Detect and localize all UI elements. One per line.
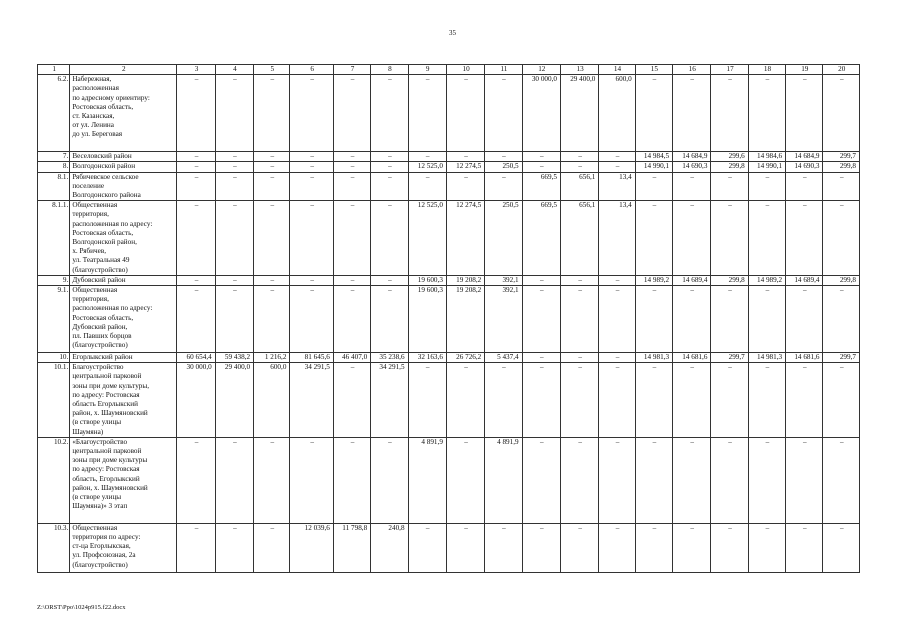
value-cell: – [786, 363, 823, 438]
value-cell: – [371, 75, 408, 152]
value-cell: 299,7 [711, 353, 748, 363]
row-name-cell: Общественная территория, расположенная по адресу: Ростовская область, Дубовский район, пл. Павших борцов (благоустройство) [70, 286, 177, 353]
value-cell: – [371, 162, 408, 172]
value-cell: – [254, 162, 290, 172]
column-number-cell: 15 [635, 65, 672, 75]
value-cell: 46 407,0 [333, 353, 370, 363]
value-cell: 14 989,2 [635, 275, 672, 285]
value-cell: – [673, 75, 711, 152]
value-cell: – [599, 523, 635, 572]
value-cell: – [560, 286, 598, 353]
table-row [38, 152, 860, 162]
value-cell: – [786, 286, 823, 353]
column-number-cell: 19 [786, 65, 823, 75]
value-cell: – [786, 437, 823, 523]
value-cell: – [599, 437, 635, 523]
value-cell: – [599, 286, 635, 353]
value-cell: – [522, 152, 560, 162]
value-cell: 29 400,0 [560, 75, 598, 152]
value-cell: – [711, 286, 748, 353]
value-cell: – [371, 152, 408, 162]
column-number-cell: 4 [215, 65, 253, 75]
row-number-cell: 9. [38, 275, 70, 285]
value-cell: 669,5 [522, 201, 560, 276]
table-row [38, 162, 860, 172]
value-cell: 14 690,3 [786, 162, 823, 172]
value-cell: 14 990,1 [748, 162, 785, 172]
value-cell: – [333, 152, 370, 162]
value-cell: – [290, 162, 333, 172]
value-cell: 12 525,0 [408, 201, 446, 276]
column-number-cell: 7 [333, 65, 370, 75]
column-number-cell: 12 [522, 65, 560, 75]
value-cell: 250,5 [485, 201, 522, 276]
row-name-cell: Общественная территория по адресу: ст-ца Егорлыкская, ул. Профсоюзная, 2а (благоустройство) [70, 523, 177, 572]
value-cell: – [748, 437, 785, 523]
value-cell: – [254, 172, 290, 201]
value-cell: – [290, 437, 333, 523]
value-cell: – [290, 172, 333, 201]
value-cell: – [177, 152, 215, 162]
value-cell: – [408, 172, 446, 201]
value-cell: – [635, 437, 672, 523]
row-number-cell: 8.1. [38, 172, 70, 201]
value-cell: – [560, 152, 598, 162]
value-cell: – [446, 437, 484, 523]
value-cell: – [371, 275, 408, 285]
table-row [38, 523, 860, 572]
value-cell: 299,8 [711, 162, 748, 172]
value-cell: – [333, 363, 370, 438]
value-cell: – [673, 286, 711, 353]
value-cell: 81 645,6 [290, 353, 333, 363]
value-cell: – [254, 437, 290, 523]
value-cell: 30 000,0 [177, 363, 215, 438]
value-cell: – [371, 201, 408, 276]
value-cell: – [786, 201, 823, 276]
column-number-row [38, 65, 860, 75]
column-number-cell: 14 [599, 65, 635, 75]
budget-table [37, 64, 860, 573]
row-number-cell: 6.2. [38, 75, 70, 152]
row-number-cell: 10.1. [38, 363, 70, 438]
value-cell: 1 216,2 [254, 353, 290, 363]
value-cell: – [485, 363, 522, 438]
value-cell: – [560, 275, 598, 285]
column-number-cell: 3 [177, 65, 215, 75]
column-number-cell: 8 [371, 65, 408, 75]
value-cell: 19 208,2 [446, 275, 484, 285]
table-row [38, 286, 860, 353]
value-cell: 14 984,6 [748, 152, 785, 162]
value-cell: 600,0 [254, 363, 290, 438]
value-cell: 299,7 [823, 152, 860, 162]
value-cell: – [290, 275, 333, 285]
table-row [38, 275, 860, 285]
value-cell: – [333, 172, 370, 201]
value-cell: – [485, 75, 522, 152]
value-cell: – [823, 201, 860, 276]
value-cell: 392,1 [485, 286, 522, 353]
value-cell: – [560, 353, 598, 363]
value-cell: 299,8 [823, 275, 860, 285]
value-cell: – [485, 152, 522, 162]
value-cell: – [215, 523, 253, 572]
value-cell: 35 238,6 [371, 353, 408, 363]
value-cell: – [215, 172, 253, 201]
column-number-cell: 10 [446, 65, 484, 75]
value-cell: 12 274,5 [446, 162, 484, 172]
value-cell: – [333, 75, 370, 152]
value-cell: – [599, 353, 635, 363]
column-number-cell: 18 [748, 65, 785, 75]
column-number-cell: 17 [711, 65, 748, 75]
column-number-cell: 20 [823, 65, 860, 75]
value-cell: – [786, 172, 823, 201]
value-cell: 299,8 [711, 275, 748, 285]
column-number-cell: 13 [560, 65, 598, 75]
value-cell: 32 163,6 [408, 353, 446, 363]
value-cell: – [673, 523, 711, 572]
column-number-cell: 2 [70, 65, 177, 75]
row-name-cell: Веселовский район [70, 152, 177, 162]
value-cell: – [371, 286, 408, 353]
value-cell: 14 984,5 [635, 152, 672, 162]
value-cell: 299,6 [711, 152, 748, 162]
value-cell: 30 000,0 [522, 75, 560, 152]
value-cell: 656,1 [560, 201, 598, 276]
value-cell: – [254, 75, 290, 152]
row-number-cell: 8. [38, 162, 70, 172]
value-cell: – [446, 523, 484, 572]
value-cell: 13,4 [599, 172, 635, 201]
value-cell: – [711, 437, 748, 523]
value-cell: 14 684,9 [786, 152, 823, 162]
value-cell: 19 208,2 [446, 286, 484, 353]
value-cell: 60 654,4 [177, 353, 215, 363]
value-cell: – [177, 275, 215, 285]
value-cell: 240,8 [371, 523, 408, 572]
value-cell: – [215, 286, 253, 353]
value-cell: 14 681,6 [786, 353, 823, 363]
value-cell: – [254, 523, 290, 572]
table-row [38, 437, 860, 523]
value-cell: – [254, 152, 290, 162]
value-cell: 250,5 [485, 162, 522, 172]
value-cell: – [333, 275, 370, 285]
value-cell: – [599, 275, 635, 285]
value-cell: 14 690,3 [673, 162, 711, 172]
value-cell: – [254, 286, 290, 353]
row-name-cell: Общественная территория, расположенная по адресу: Ростовская область, Волгодонской район, х. Рябичев, ул. Театральная 49 (благоустройство) [70, 201, 177, 276]
row-name-cell: Егорлыкский район [70, 353, 177, 363]
value-cell: – [215, 275, 253, 285]
column-number-cell: 16 [673, 65, 711, 75]
row-name-cell: Набережная, расположенная по адресному ориентиру: Ростовская область, ст. Казанская, от ул. Ленина до ул. Береговая [70, 75, 177, 152]
value-cell: – [599, 363, 635, 438]
value-cell: – [823, 523, 860, 572]
value-cell: – [522, 523, 560, 572]
value-cell: – [408, 363, 446, 438]
value-cell: – [333, 437, 370, 523]
value-cell: 392,1 [485, 275, 522, 285]
value-cell: – [635, 363, 672, 438]
row-number-cell: 10. [38, 353, 70, 363]
value-cell: 14 681,6 [673, 353, 711, 363]
value-cell: 14 689,4 [786, 275, 823, 285]
row-number-cell: 7. [38, 152, 70, 162]
value-cell: – [748, 201, 785, 276]
row-name-cell: Рябичевское сельское поселение Волгодонского района [70, 172, 177, 201]
value-cell: – [290, 286, 333, 353]
value-cell: 19 600,3 [408, 275, 446, 285]
value-cell: 19 600,3 [408, 286, 446, 353]
value-cell: 14 990,1 [635, 162, 672, 172]
value-cell: – [823, 286, 860, 353]
table-row [38, 172, 860, 201]
value-cell: – [215, 201, 253, 276]
value-cell: 656,1 [560, 172, 598, 201]
value-cell: – [485, 172, 522, 201]
value-cell: 34 291,5 [290, 363, 333, 438]
value-cell: 299,8 [823, 162, 860, 172]
value-cell: – [408, 523, 446, 572]
value-cell: – [254, 201, 290, 276]
value-cell: 5 437,4 [485, 353, 522, 363]
value-cell: – [177, 201, 215, 276]
value-cell: – [786, 75, 823, 152]
value-cell: – [446, 152, 484, 162]
value-cell: – [177, 437, 215, 523]
value-cell: – [215, 437, 253, 523]
value-cell: – [673, 201, 711, 276]
value-cell: – [290, 152, 333, 162]
value-cell: 12 274,5 [446, 201, 484, 276]
value-cell: – [823, 75, 860, 152]
value-cell: – [333, 201, 370, 276]
table-row [38, 201, 860, 276]
value-cell: – [748, 523, 785, 572]
value-cell: – [786, 523, 823, 572]
value-cell: – [177, 286, 215, 353]
value-cell: – [215, 152, 253, 162]
column-number-cell: 1 [38, 65, 70, 75]
value-cell: – [446, 363, 484, 438]
value-cell: – [673, 437, 711, 523]
value-cell: – [748, 75, 785, 152]
table-row [38, 363, 860, 438]
row-number-cell: 10.2. [38, 437, 70, 523]
row-number-cell: 8.1.1. [38, 201, 70, 276]
row-number-cell: 10.3. [38, 523, 70, 572]
value-cell: – [177, 75, 215, 152]
value-cell: – [635, 172, 672, 201]
value-cell: – [635, 75, 672, 152]
value-cell: – [711, 75, 748, 152]
value-cell: 12 039,6 [290, 523, 333, 572]
value-cell: – [560, 523, 598, 572]
value-cell: – [371, 437, 408, 523]
value-cell: 600,0 [599, 75, 635, 152]
row-name-cell: Волгодонской район [70, 162, 177, 172]
value-cell: – [560, 363, 598, 438]
value-cell: – [711, 172, 748, 201]
row-number-cell: 9.1. [38, 286, 70, 353]
value-cell: 34 291,5 [371, 363, 408, 438]
value-cell: – [215, 75, 253, 152]
table-row [38, 75, 860, 152]
value-cell: 12 525,0 [408, 162, 446, 172]
column-number-cell: 11 [485, 65, 522, 75]
file-path-footer: Z:\ORST\Ppo\1024p915.f22.docx [37, 604, 126, 611]
value-cell: – [290, 201, 333, 276]
value-cell: – [333, 286, 370, 353]
value-cell: – [522, 353, 560, 363]
value-cell: 14 981,3 [635, 353, 672, 363]
row-name-cell: Благоустройство центральной парковой зоны при доме культуры, по адресу: Ростовская область Егорлыкский район, х. Шаумяновский (в створе улицы Шаумяна) [70, 363, 177, 438]
value-cell: – [177, 523, 215, 572]
value-cell: – [290, 75, 333, 152]
value-cell: – [522, 363, 560, 438]
value-cell: – [673, 172, 711, 201]
column-number-cell: 5 [254, 65, 290, 75]
value-cell: – [560, 437, 598, 523]
value-cell: 4 891,9 [485, 437, 522, 523]
value-cell: – [522, 286, 560, 353]
row-name-cell: «Благоустройство центральной парковой зоны при доме культуры по адресу: Ростовская область, Егорлыкский район, х. Шаумяновский (в створе улицы Шаумяна)» 3 этап [70, 437, 177, 523]
value-cell: – [177, 172, 215, 201]
value-cell: – [673, 363, 711, 438]
value-cell: – [522, 275, 560, 285]
value-cell: – [408, 75, 446, 152]
value-cell: – [748, 172, 785, 201]
value-cell: – [333, 162, 370, 172]
value-cell: 669,5 [522, 172, 560, 201]
value-cell: 14 981,3 [748, 353, 785, 363]
value-cell: – [748, 363, 785, 438]
value-cell: – [635, 201, 672, 276]
value-cell: 14 989,2 [748, 275, 785, 285]
value-cell: 299,7 [823, 353, 860, 363]
value-cell: 59 438,2 [215, 353, 253, 363]
value-cell: – [485, 523, 522, 572]
column-number-cell: 9 [408, 65, 446, 75]
value-cell: – [635, 286, 672, 353]
value-cell: – [446, 75, 484, 152]
page-number: 35 [449, 29, 456, 37]
value-cell: – [635, 523, 672, 572]
value-cell: 13,4 [599, 201, 635, 276]
value-cell: 29 400,0 [215, 363, 253, 438]
value-cell: – [823, 172, 860, 201]
value-cell: – [371, 172, 408, 201]
value-cell: – [823, 363, 860, 438]
value-cell: – [711, 201, 748, 276]
value-cell: – [408, 152, 446, 162]
value-cell: 4 891,9 [408, 437, 446, 523]
value-cell: 14 684,9 [673, 152, 711, 162]
value-cell: 26 726,2 [446, 353, 484, 363]
value-cell: – [177, 162, 215, 172]
value-cell: – [711, 523, 748, 572]
value-cell: – [254, 275, 290, 285]
value-cell: 14 689,4 [673, 275, 711, 285]
column-number-cell: 6 [290, 65, 333, 75]
value-cell: – [522, 162, 560, 172]
value-cell: – [748, 286, 785, 353]
table-row [38, 353, 860, 363]
row-name-cell: Дубовский район [70, 275, 177, 285]
value-cell: – [599, 152, 635, 162]
value-cell: – [560, 162, 598, 172]
value-cell: – [823, 437, 860, 523]
value-cell: – [522, 437, 560, 523]
value-cell: – [446, 172, 484, 201]
value-cell: – [215, 162, 253, 172]
value-cell: 11 798,8 [333, 523, 370, 572]
value-cell: – [599, 162, 635, 172]
value-cell: – [711, 363, 748, 438]
